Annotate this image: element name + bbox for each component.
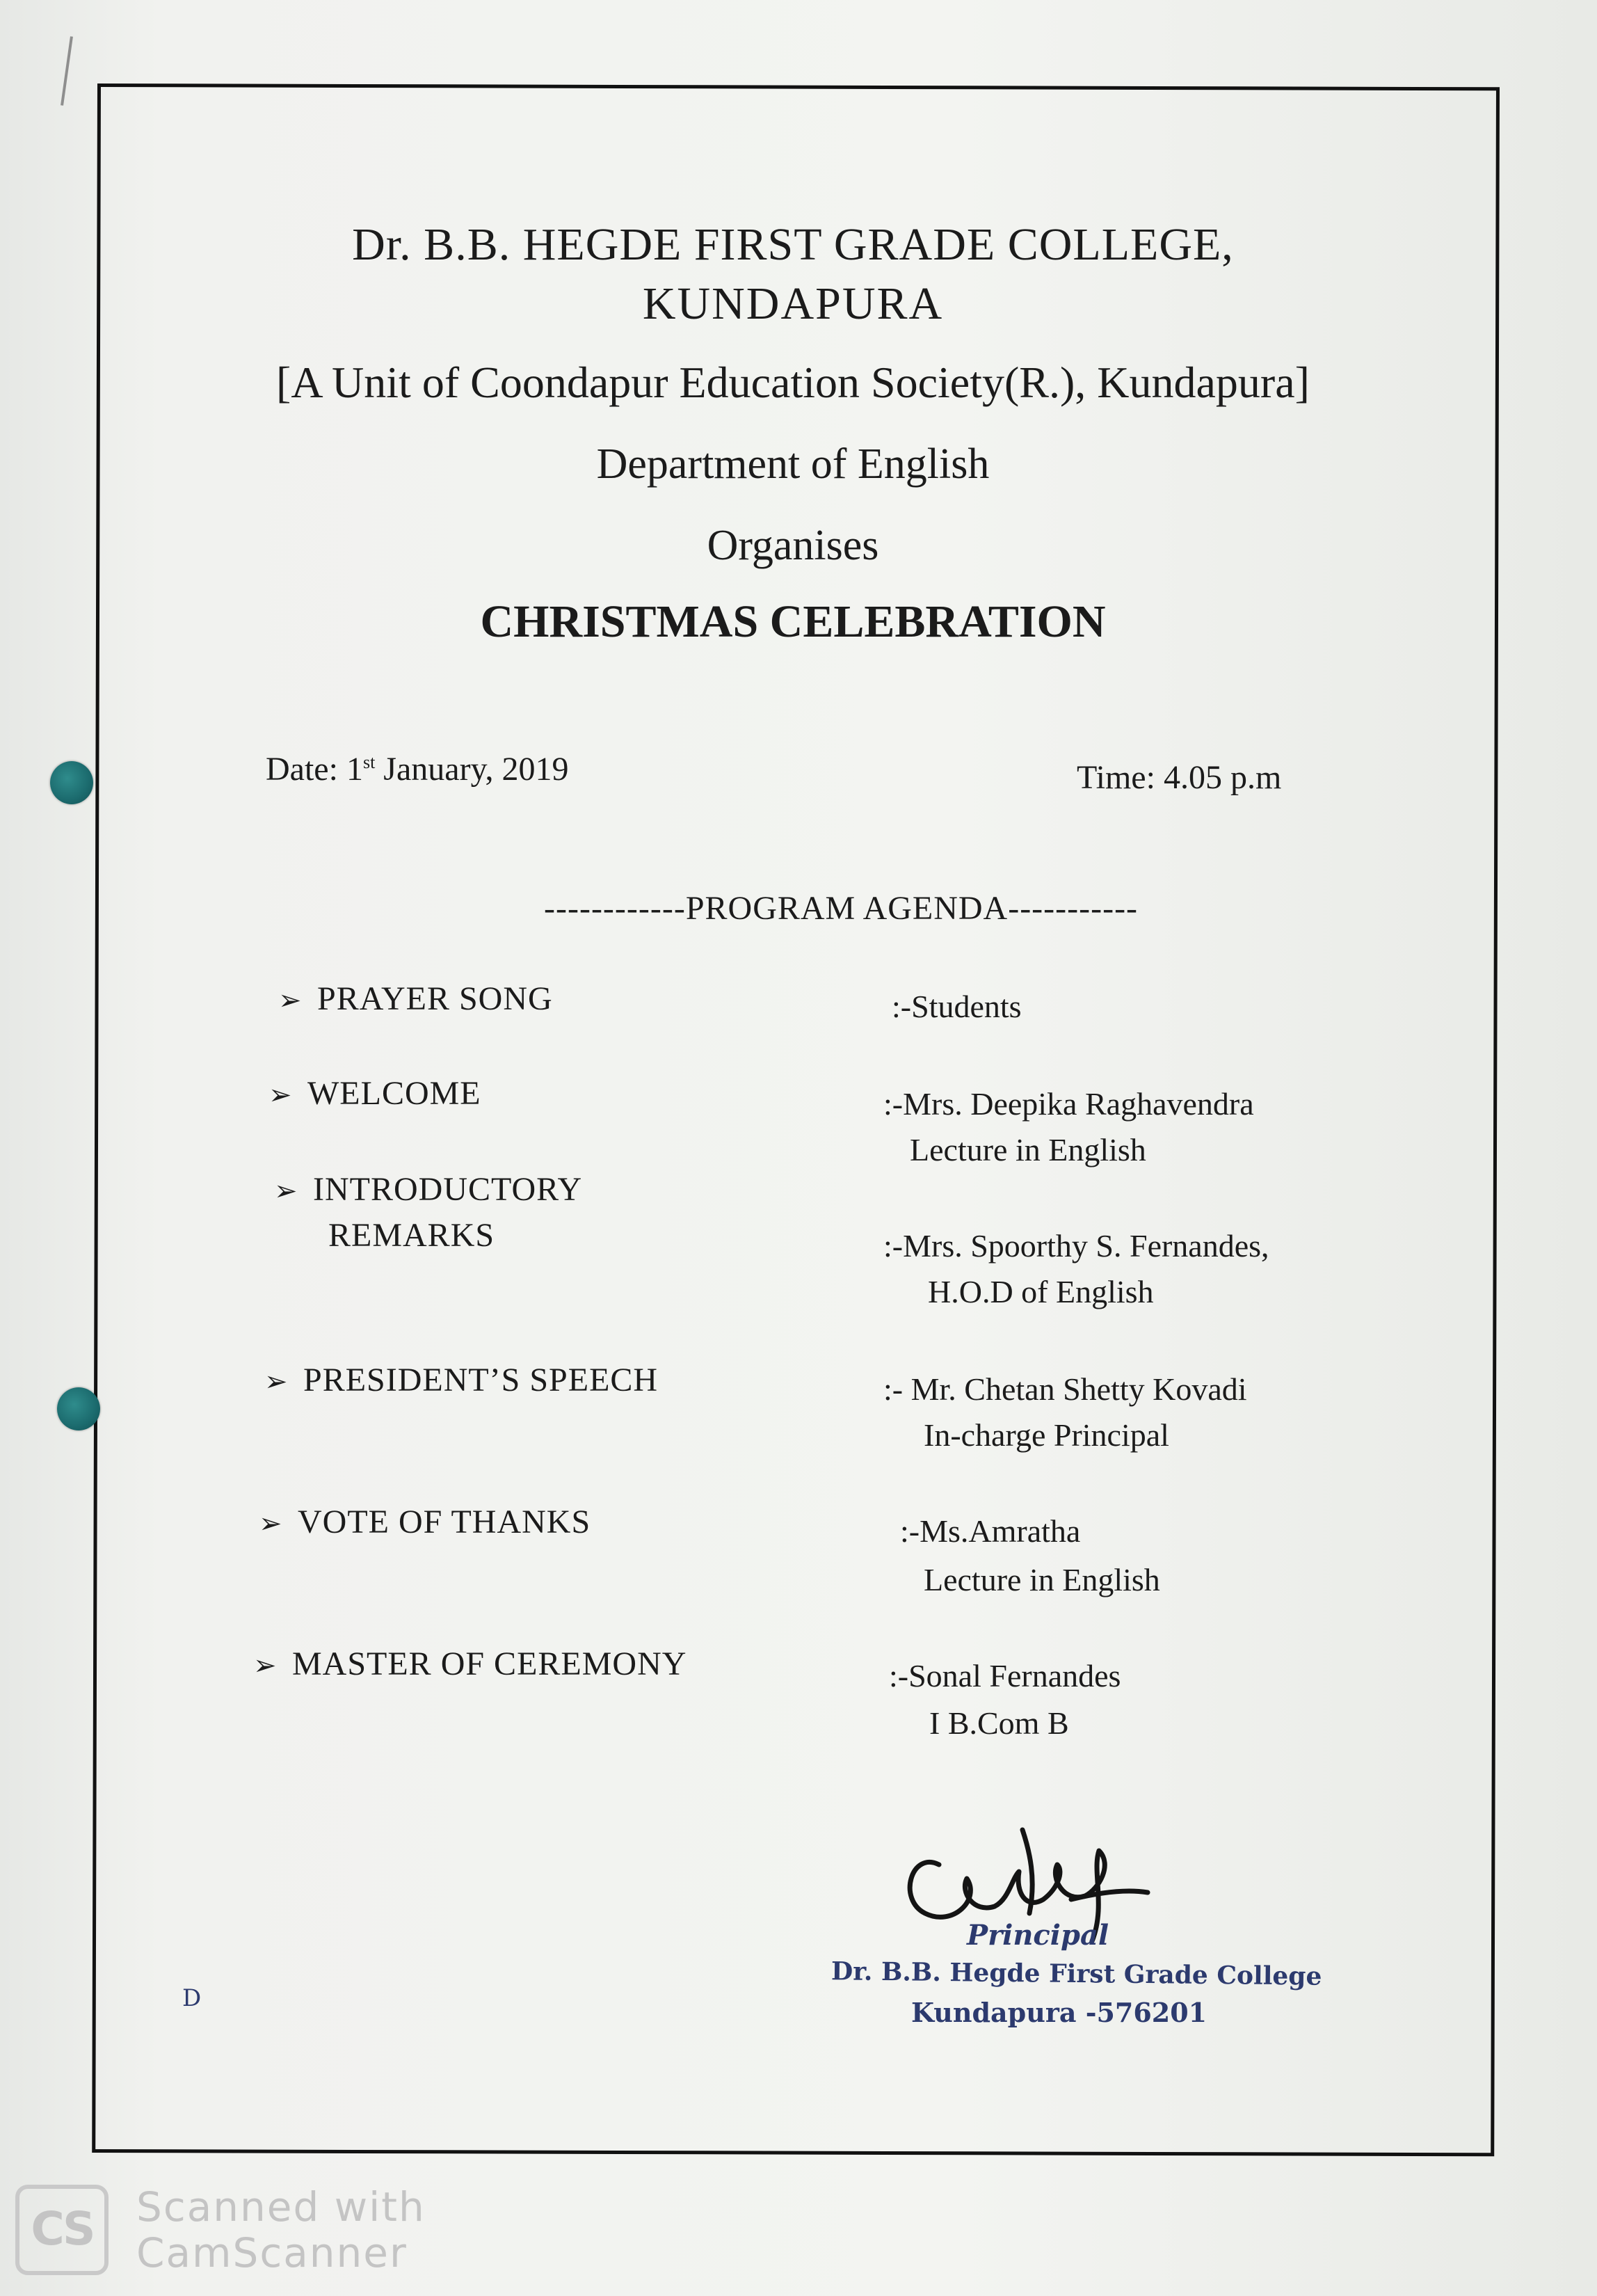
punch-hole-upper: [50, 761, 93, 804]
date-suffix: st: [362, 752, 376, 772]
agenda-role: In-charge Principal: [924, 1417, 1169, 1453]
stamp-place: Kundapura -576201: [911, 1997, 1207, 2028]
stamp-college: Dr. B.B. Hegde First Grade College: [830, 1956, 1322, 1991]
agenda-person: :- Mr. Chetan Shetty Kovadi: [883, 1371, 1247, 1407]
arrow-bullet-icon: ➢: [253, 1650, 278, 1682]
arrow-bullet-icon: ➢: [259, 1508, 283, 1540]
event-title: CHRISTMAS CELEBRATION: [480, 596, 1106, 647]
agenda-item-master-of-ceremony: ➢ MASTER OF CEREMONY: [253, 1645, 687, 1682]
arrow-bullet-icon: ➢: [278, 984, 303, 1017]
agenda-person: :-Sonal Fernandes: [889, 1658, 1121, 1693]
stamp-title: Principal: [967, 1919, 1109, 1952]
agenda-title: ------------PROGRAM AGENDA-----------: [544, 890, 1139, 927]
agenda-role: H.O.D of English: [928, 1274, 1154, 1309]
agenda-role: Lecture in English: [910, 1132, 1146, 1167]
agenda-item-introductory-remarks: ➢ INTRODUCTORY: [274, 1171, 583, 1208]
agenda-role: I B.Com B: [929, 1705, 1069, 1741]
agenda-person: :-Ms.Amratha: [900, 1513, 1081, 1549]
watermark-line2: CamScanner: [136, 2229, 408, 2277]
agenda-item-vote-of-thanks: ➢ VOTE OF THANKS: [259, 1504, 591, 1540]
agenda-item-presidents-speech: ➢ PRESIDENT’S SPEECH: [264, 1362, 659, 1398]
arrow-bullet-icon: ➢: [264, 1366, 289, 1398]
agenda-item-welcome: ➢ WELCOME: [268, 1075, 481, 1112]
date-prefix: Date: 1: [266, 751, 363, 788]
college-name-line1: Dr. B.B. HEGDE FIRST GRADE COLLEGE,: [352, 219, 1234, 270]
arrow-bullet-icon: ➢: [268, 1079, 293, 1111]
punch-hole-lower: [57, 1387, 100, 1430]
agenda-item-label-continued: REMARKS: [328, 1217, 495, 1254]
society-unit-line: [A Unit of Coondapur Education Society(R.), Kundapura]: [276, 358, 1310, 407]
agenda-item-prayer-song: ➢ PRAYER SONG: [278, 980, 553, 1017]
agenda-person: :-Mrs. Deepika Raghavendra: [883, 1086, 1254, 1122]
department-line: Department of English: [596, 440, 990, 488]
arrow-bullet-icon: ➢: [274, 1175, 298, 1207]
margin-annotation: D: [182, 1984, 202, 2012]
watermark-line1: Scanned with: [136, 2183, 426, 2231]
agenda-role: Lecture in English: [924, 1562, 1160, 1597]
principal-signature-block: [821, 1823, 1322, 2046]
agenda-person: :-Mrs. Spoorthy S. Fernandes,: [883, 1228, 1269, 1263]
college-name-line2: KUNDAPURA: [642, 278, 944, 329]
agenda-person: :-Students: [892, 989, 1022, 1024]
event-date: [266, 750, 568, 788]
organises-line: Organises: [707, 522, 879, 569]
date-rest: January, 2019: [375, 751, 569, 788]
event-time: Time: 4.05 p.m: [1077, 759, 1282, 796]
camscanner-logo-icon: CS: [15, 2185, 109, 2275]
